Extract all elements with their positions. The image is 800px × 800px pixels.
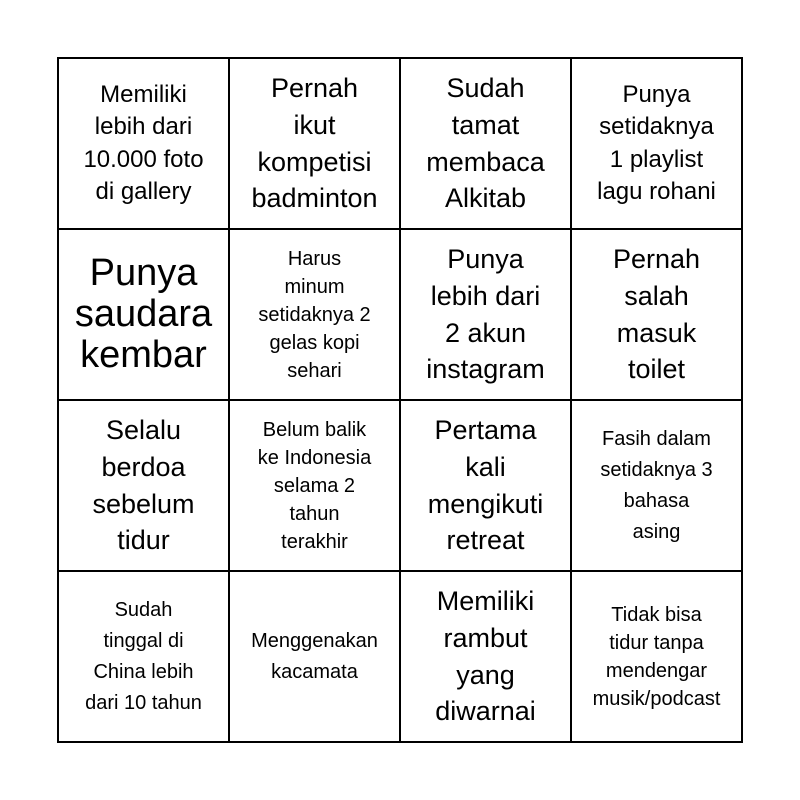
bingo-cell[interactable]: Punya saudara kembar bbox=[58, 229, 229, 400]
bingo-cell[interactable]: Tidak bisa tidur tanpa mendengar musik/podcast bbox=[571, 571, 742, 742]
bingo-cell[interactable]: Menggenakan kacamata bbox=[229, 571, 400, 742]
bingo-cell[interactable]: Fasih dalam setidaknya 3 bahasa asing bbox=[571, 400, 742, 571]
bingo-cell[interactable]: Punya lebih dari 2 akun instagram bbox=[400, 229, 571, 400]
bingo-cell[interactable]: Selalu berdoa sebelum tidur bbox=[58, 400, 229, 571]
bingo-cell[interactable]: Harus minum setidaknya 2 gelas kopi sehari bbox=[229, 229, 400, 400]
bingo-cell[interactable]: Memiliki rambut yang diwarnai bbox=[400, 571, 571, 742]
bingo-cell[interactable]: Pertama kali mengikuti retreat bbox=[400, 400, 571, 571]
bingo-cell[interactable]: Punya setidaknya 1 playlist lagu rohani bbox=[571, 58, 742, 229]
bingo-cell[interactable]: Pernah ikut kompetisi badminton bbox=[229, 58, 400, 229]
bingo-board bbox=[57, 57, 743, 743]
bingo-cell[interactable]: Pernah salah masuk toilet bbox=[571, 229, 742, 400]
bingo-cell[interactable]: Sudah tinggal di China lebih dari 10 tahun bbox=[58, 571, 229, 742]
bingo-cell[interactable]: Belum balik ke Indonesia selama 2 tahun terakhir bbox=[229, 400, 400, 571]
bingo-cell[interactable]: Sudah tamat membaca Alkitab bbox=[400, 58, 571, 229]
bingo-cell[interactable]: Memiliki lebih dari 10.000 foto di gallery bbox=[58, 58, 229, 229]
